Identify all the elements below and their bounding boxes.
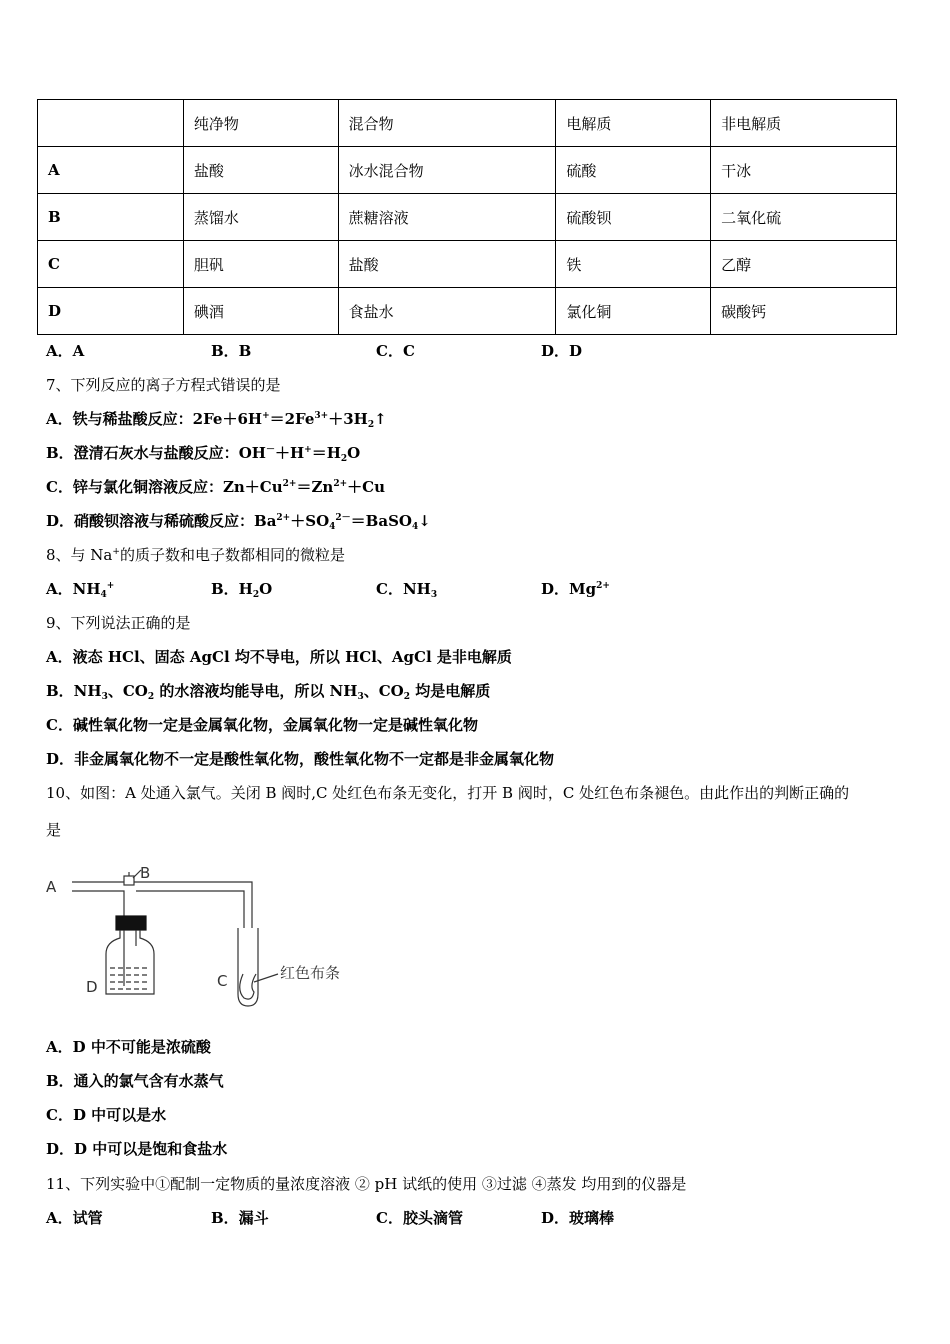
table-cell: 混合物 — [338, 100, 556, 147]
q7-option-d: D．硝酸钡溶液与稀硫酸反应：$Ba^{2+}+SO_4^{2-}=BaSO_4↓$ — [46, 512, 431, 532]
table-header-row — [38, 100, 897, 147]
gas-apparatus-diagram — [44, 862, 364, 1012]
row-label: C — [38, 241, 184, 288]
table-cell: 非电解质 — [711, 100, 897, 147]
row-label: A — [38, 147, 184, 194]
q9-stem: 9、下列说法正确的是 — [46, 614, 191, 632]
bottle-stopper — [116, 916, 146, 930]
q6-option-b: B．B — [211, 342, 252, 360]
q6-option-a: A．A — [46, 342, 85, 360]
label-b: B — [140, 864, 151, 882]
table-cell: 胆矾 — [183, 241, 338, 288]
liquid-lines — [110, 968, 150, 989]
q9-option-c: C．碱性氧化物一定是金属氧化物，金属氧化物一定是碱性氧化物 — [46, 716, 478, 734]
table-cell: 乙醇 — [711, 241, 897, 288]
valve-b — [124, 876, 134, 885]
q11-option-d: D．玻璃棒 — [541, 1209, 615, 1227]
label-c: C — [217, 972, 228, 990]
q11-option-c: C．胶头滴管 — [376, 1209, 463, 1227]
q6-option-d: D．D — [541, 342, 583, 360]
label-red-cloth: 红色布条 — [280, 964, 341, 982]
q8-option-b: B．$H_2O$ — [211, 580, 273, 600]
classification-table — [37, 99, 897, 335]
q6-option-c: C．C — [376, 342, 415, 360]
table-cell: 铁 — [556, 241, 711, 288]
q7-option-c: C．锌与氯化铜溶液反应：$Zn+Cu^{2+}=Zn^{2+}+Cu$ — [46, 478, 385, 496]
q7-option-b: B．澄清石灰水与盐酸反应：$OH^-+H^+=H_2O$ — [46, 444, 361, 464]
table-cell: 蒸馏水 — [183, 194, 338, 241]
table-cell: 硫酸 — [556, 147, 711, 194]
table-cell: 二氧化硫 — [711, 194, 897, 241]
table-cell: 盐酸 — [338, 241, 556, 288]
table-cell: 碳酸钙 — [711, 288, 897, 335]
table-row — [38, 241, 897, 288]
table-cell: 冰水混合物 — [338, 147, 556, 194]
wash-bottle-d — [106, 930, 154, 994]
label-a: A — [46, 878, 57, 896]
table-cell: 碘酒 — [183, 288, 338, 335]
table-row — [38, 147, 897, 194]
q10-option-b: B．通入的氯气含有水蒸气 — [46, 1072, 224, 1090]
table-cell — [38, 100, 184, 147]
q10-option-d: D．D 中可以是饱和食盐水 — [46, 1140, 228, 1158]
table-cell: 纯净物 — [183, 100, 338, 147]
label-d: D — [86, 978, 98, 996]
table-cell: 干冰 — [711, 147, 897, 194]
gas-pipe-branch — [136, 891, 244, 928]
table-cell: 氯化铜 — [556, 288, 711, 335]
q10-stem-continued: 是 — [46, 821, 62, 839]
q9-option-b: B．$NH_3$、$CO_2$ 的水溶液均能导电，所以 $NH_3$、$CO_2$ 均是电解质 — [46, 682, 491, 702]
q7-stem: 7、下列反应的离子方程式错误的是 — [46, 376, 281, 394]
q7-option-a: A．铁与稀盐酸反应：$2Fe+6H^+=2Fe^{3+}+3H_2↑$ — [46, 410, 387, 430]
red-cloth-strip — [240, 974, 256, 999]
table-row — [38, 288, 897, 335]
q9-option-d: D．非金属氧化物不一定是酸性氧化物，酸性氧化物不一定都是非金属氧化物 — [46, 750, 555, 768]
row-label: D — [38, 288, 184, 335]
table-cell: 食盐水 — [338, 288, 556, 335]
q10-option-c: C．D 中可以是水 — [46, 1106, 167, 1124]
q8-option-d: D．$Mg^{2+}$ — [541, 580, 610, 598]
table-cell: 蔗糖溶液 — [338, 194, 556, 241]
q11-option-a: A．试管 — [46, 1209, 103, 1227]
table-cell: 盐酸 — [183, 147, 338, 194]
q10-option-a: A．D 中不可能是浓硫酸 — [46, 1038, 211, 1056]
table-cell: 硫酸钡 — [556, 194, 711, 241]
q8-option-a: A．$NH_4^+$ — [46, 580, 115, 600]
table-cell: 电解质 — [556, 100, 711, 147]
q8-option-c: C．$NH_3$ — [376, 580, 438, 600]
q11-stem: 11、下列实验中①配制一定物质的量浓度溶液 ② pH 试纸的使用 ③过滤 ④蒸发 均用到的仪器是 — [46, 1175, 687, 1193]
q11-option-b: B．漏斗 — [211, 1209, 269, 1227]
row-label: B — [38, 194, 184, 241]
q8-stem: 8、与 Na+的质子数和电子数都相同的微粒是 — [46, 546, 345, 564]
q10-stem: 10、如图：A 处通入氯气。关闭 B 阀时,C 处红色布条无变化，打开 B 阀时，C 处红色布条褪色。由此作出的判断正确的 — [46, 784, 850, 802]
q9-option-a: A．液态 HCl、固态 AgCl 均不导电，所以 HCl、AgCl 是非电解质 — [46, 648, 512, 666]
table-row — [38, 194, 897, 241]
gas-pipe — [72, 882, 252, 928]
